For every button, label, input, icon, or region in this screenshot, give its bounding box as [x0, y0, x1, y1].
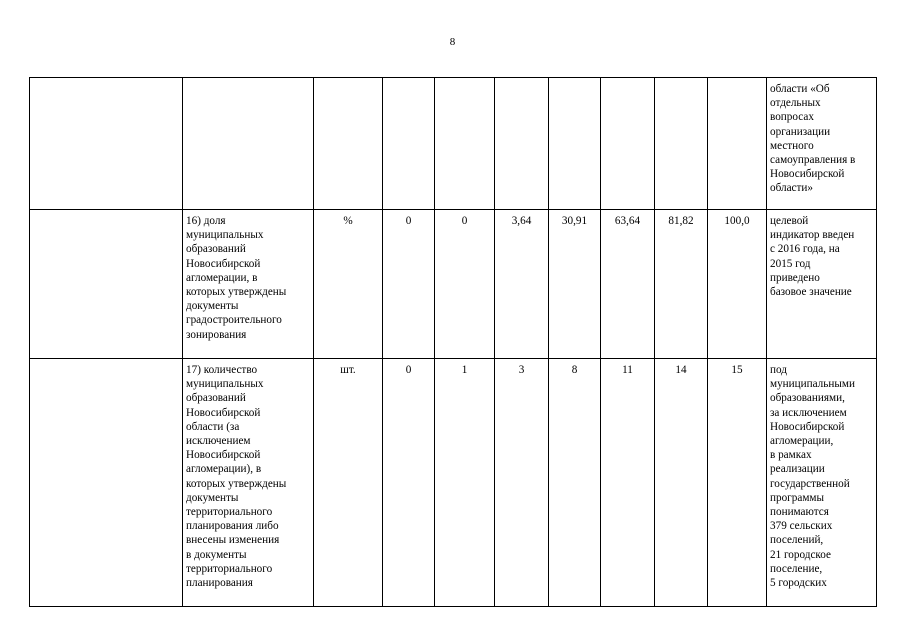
value-cell: 63,64 [601, 210, 655, 359]
empty-cell [655, 78, 708, 210]
empty-cell [549, 78, 601, 210]
unit-cell: % [314, 210, 383, 359]
value-cell: 100,0 [708, 210, 767, 359]
table-row-indicator-17 [30, 359, 877, 607]
value-cell: 15 [708, 359, 767, 607]
value-cell: 11 [601, 359, 655, 607]
empty-cell [601, 78, 655, 210]
empty-cell [30, 210, 183, 359]
indicator-name-cell: 16) доля муниципальных образований Новосибирской агломерации, в которых утверждены документы градостроительного зонирования [183, 210, 314, 359]
indicators-table [29, 77, 877, 607]
value-cell: 1 [435, 359, 495, 607]
table-row-continuation [30, 78, 877, 210]
value-cell: 3,64 [495, 210, 549, 359]
page-number: 8 [449, 36, 456, 48]
note-cell: под муниципальными образованиями, за исключением Новосибирской агломерации, в рамках реализации государственной программы понимаются 379 сельских поселений, 21 городское поселение, 5 городских [767, 359, 877, 607]
empty-cell [495, 78, 549, 210]
empty-cell [183, 78, 314, 210]
value-cell: 14 [655, 359, 708, 607]
value-cell: 81,82 [655, 210, 708, 359]
value-cell: 30,91 [549, 210, 601, 359]
empty-cell [435, 78, 495, 210]
value-cell: 0 [383, 359, 435, 607]
value-cell: 3 [495, 359, 549, 607]
empty-cell [708, 78, 767, 210]
unit-cell: шт. [314, 359, 383, 607]
note-cell: целевой индикатор введен с 2016 года, на 2015 год приведено базовое значение [767, 210, 877, 359]
empty-cell [30, 78, 183, 210]
value-cell: 0 [383, 210, 435, 359]
note-cell: области «Об отдельных вопросах организации местного самоуправления в Новосибирской области» [767, 78, 877, 210]
empty-cell [383, 78, 435, 210]
empty-cell [314, 78, 383, 210]
indicator-name-cell: 17) количество муниципальных образований Новосибирской области (за исключением Новосибирской агломерации), в которых утверждены документы территориального планирования либо внесены изменения в документы территориального планирования [183, 359, 314, 607]
table-row-indicator-16 [30, 210, 877, 359]
empty-cell [30, 359, 183, 607]
value-cell: 8 [549, 359, 601, 607]
value-cell: 0 [435, 210, 495, 359]
